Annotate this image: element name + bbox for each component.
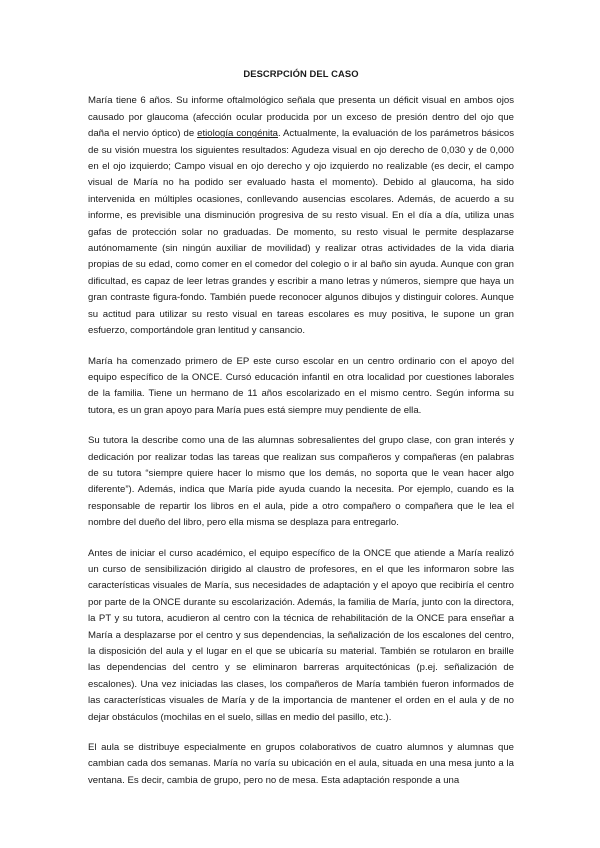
paragraph-3 <box>88 433 514 531</box>
document-title: DESCRPCIÓN DEL CASO <box>243 68 359 79</box>
underlined-term: etiología congénita <box>197 128 278 140</box>
paragraph-5 <box>88 740 514 789</box>
paragraph-3-text: Su tutora la describe como una de las alumnas sobresalientes del grupo clase, con gran interés y dedicación por realizar todas las tareas que realizan sus compañeros y compañeras (en palabras de su tutora “siempre quiere hacer lo mismo que los demás, no soporta que le vean hacer algo diferente”). Además, indica que María pide ayuda cuando la necesita. Por ejemplo, cuando es la responsable de repartir los libros en el aula, pide a otro compañero o compañera que le lea el nombre del dueño del libro, pero ella misma se desplaza para entregarlo. <box>88 435 514 529</box>
paragraph-1 <box>88 93 514 339</box>
paragraph-1-text-b: . Actualmente, la evaluación de los parámetros básicos de su visión muestra los siguientes resultados: Agudeza visual en ojo derecho de 0,030 y de 0,000 en el ojo izquierdo; Campo visual en ojo derecho y ojo izquierdo no realizable (es decir, el campo visual de María no ha podido ser evaluado hasta el momento). Debido al glaucoma, ha sido intervenida en múltiples ocasiones, conllevando ausencias escolares. Además, de acuerdo a su informe, es previsible una disminución progresiva de su resto visual. En el día a día, utiliza unas gafas de protección solar no graduadas. De momento, su resto visual le permite desplazarse autónomamente (sin ningún auxiliar de movilidad) y realizar otras actividades de la vida diaria propias de su edad, como comer en el comedor del colegio o ir al baño sin ayuda. Aunque con gran dificultad, es capaz de leer letras grandes y escribir a mano letras y números, siempre que haya un gran contraste figura-fondo. También puede reconocer algunos dibujos y distinguir colores. Aunque su actitud para utilizar su resto visual en tareas escolares es muy positiva, le supone un gran esfuerzo, comportándole gran lentitud y cansancio. <box>88 128 514 337</box>
paragraph-1-text-a: María tiene 6 años. Su informe oftalmológico señala que presenta un déficit visual en ambos ojos causado por glaucoma (afección ocular producida por un exceso de presión dentro del ojo que daña el nervio óptico) de <box>88 95 514 140</box>
paragraph-5-text: El aula se distribuye especialmente en grupos colaborativos de cuatro alumnos y alumnas que cambian cada dos semanas. María no varía su ubicación en el aula, situada en una mesa junto a la ventana. Es decir, cambia de grupo, pero no de mesa. Esta adaptación responde a una <box>88 742 514 786</box>
paragraph-2 <box>88 354 514 420</box>
document-body <box>88 66 514 803</box>
paragraph-2-text: María ha comenzado primero de EP este curso escolar en un centro ordinario con el apoyo del equipo específico de la ONCE. Cursó educación infantil en otra localidad por cuestiones laborales de la familia. Tiene un hermano de 11 años escolarizado en el mismo centro. Según informa su tutora, es un gran apoyo para María pues está siempre muy pendiente de ella. <box>88 355 514 416</box>
paragraph-4-text: Antes de iniciar el curso académico, el equipo específico de la ONCE que atiende a María realizó un curso de sensibilización dirigido al claustro de profesores, en el que les informaron sobre las características visuales de María, sus necesidades de adaptación y el apoyo que recibiría el centro por parte de la ONCE durante su escolarización. Además, la familia de María, junto con la directora, la PT y su tutora, acudieron al centro con la técnica de rehabilitación de la ONCE para enseñar a María a desplazarse por el centro y sus dependencias, la señalización de los escalones del centro, la disposición del aula y el lugar en el que se ubicaría su material. También se rotularon en braille las dependencias del centro y se eliminaron barreras arquitectónicas (p.ej. señalización de escalones). Una vez iniciadas las clases, los compañeros de María también fueron informados de las características visuales de María y de la importancia de mantener el orden en el aula y de no dejar obstáculos (mochilas en el suelo, sillas en medio del pasillo, etc.). <box>88 547 514 723</box>
paragraph-4 <box>88 546 514 726</box>
